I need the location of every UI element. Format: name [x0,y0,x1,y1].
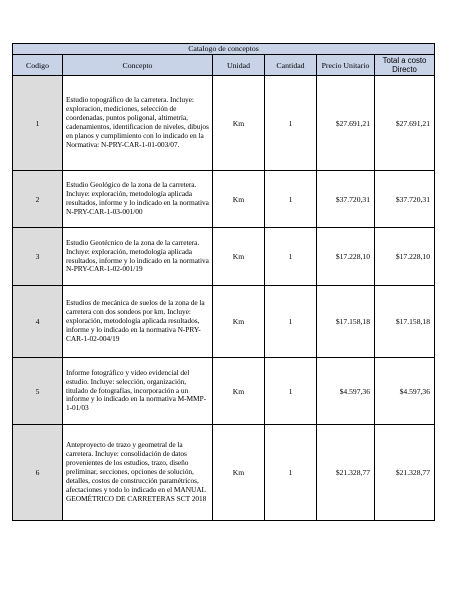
row-concept: Informe fotográfico y video evidencial del estudio. Incluye: selección, organización, titulado de fotografías, incorporación a un informe y lo indicado en la normativa M-MMP-1-01/03 [63,358,213,425]
header-unidad: Unidad [213,55,265,76]
row-unit: Km [213,286,265,358]
row-quantity: 1 [265,286,317,358]
table-row [13,358,435,425]
table-row [13,76,435,171]
row-unit-price: $21.328,77 [317,425,375,521]
row-total: $17.228,10 [375,228,435,286]
header-total: Total a costo Directo [375,55,435,76]
row-code: 1 [13,76,63,171]
row-unit: Km [213,425,265,521]
row-quantity: 1 [265,358,317,425]
row-quantity: 1 [265,228,317,286]
row-quantity: 1 [265,425,317,521]
row-unit-price: $37.720,31 [317,171,375,228]
row-total: $27.691,21 [375,76,435,171]
row-concept: Estudio Geotécnico de la zona de la carretera. Incluye: exploración, metodología aplicada resultados, informe y lo indicado en la normativa N-PRY-CAR-1-02-001/19 [63,228,213,286]
row-unit-price: $27.691,21 [317,76,375,171]
table-row [13,286,435,358]
row-concept: Anteproyecto de trazo y geometral de la carretera. Incluye: consolidación de datos provenientes de los estudios, trazo, diseño preliminar, secciones, opciones de solución, detalles, costos de construcción paramétricos, afectaciones y todo lo indicado en el MANUAL GEOMÉTRICO DE CARRETERAS SCT 2018 [63,425,213,521]
row-unit: Km [213,171,265,228]
row-unit: Km [213,76,265,171]
table-row [13,171,435,228]
row-concept: Estudios de mecánica de suelos de la zona de la carretera con dos sondeos por km. Incluye: exploración, metodología aplicada resultados, informe y lo indicado en la normativa N-PRY-CAR-1-02-004/19 [63,286,213,358]
row-unit-price: $17.228,10 [317,228,375,286]
row-unit-price: $4.597,36 [317,358,375,425]
row-quantity: 1 [265,76,317,171]
header-cantidad: Cantidad [265,55,317,76]
row-total: $21.328,77 [375,425,435,521]
row-total: $37.720,31 [375,171,435,228]
row-code: 2 [13,171,63,228]
row-unit-price: $17.158,18 [317,286,375,358]
row-code: 5 [13,358,63,425]
header-codigo: Codigo [13,55,63,76]
row-quantity: 1 [265,171,317,228]
row-total: $4.597,36 [375,358,435,425]
table-row [13,228,435,286]
row-total: $17.158,18 [375,286,435,358]
row-code: 6 [13,425,63,521]
row-code: 3 [13,228,63,286]
header-concepto: Concepto [63,55,213,76]
table-caption: Catalogo de conceptos [13,44,435,55]
header-precio-unitario: Precio Unitario [317,55,375,76]
row-concept: Estudio topográfico de la carretera. Incluye: exploracion, mediciones, selección de coordenadas, puntos poligonal, altimetría, cadenamientos, identificacion de niveles, dibujos en planos y cumplimiento con lo indicado en la Normativa: N-PRY-CAR-1-01-003/07. [63,76,213,171]
table-row [13,425,435,521]
concept-catalog-table [12,43,435,521]
row-concept: Estudio Geológico de la zona de la carretera. Incluye: exploración, metodología aplicada resultados, informe y lo indicado en la normativa N-PRY-CAR-1-03-001/00 [63,171,213,228]
row-unit: Km [213,358,265,425]
row-code: 4 [13,286,63,358]
row-unit: Km [213,228,265,286]
